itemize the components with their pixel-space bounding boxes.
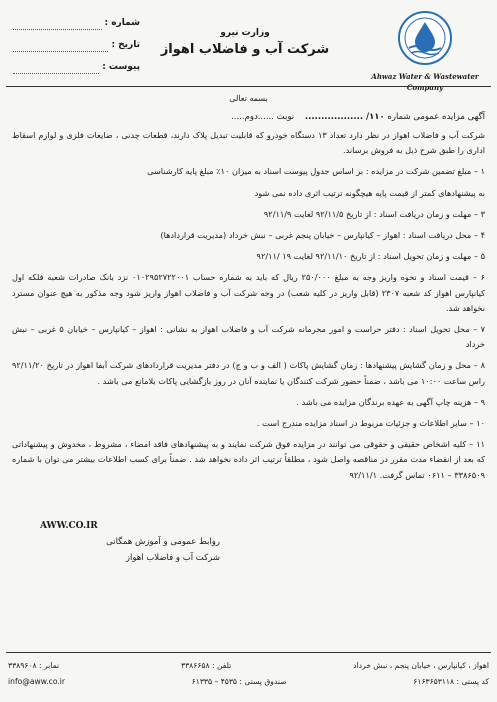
footer-email: info@aww.co.ir [8,677,65,686]
item-7: ۷ – محل تحویل اسناد : دفتر حراست و امور محرمانه شرکت آب و فاضلاب اهواز به نشانی : اهواز – کیانپارس – خیابان ۵ غربی – نبش خرداد [12,324,486,350]
ad-title: آگهی مزایده عمومی شماره [387,112,485,122]
number-row [10,14,140,36]
attachment-row [10,58,140,80]
item-1: ۱ – مبلغ تضمین شرکت در مزایده : بر اساس جدول پیوست اسناد به میزان ۱۰٪ مبلغ پایه کارشناسی [147,166,485,177]
item-3: ۳ – مهلت و زمان دریافت اسناد : از تاریخ ۹۲/۱۱/۵ لغایت ۹۲/۱۱/۹ [263,208,485,219]
company-logo [355,10,495,92]
intro-paragraph: شرکت آب و فاضلاب اهواز در نظر دارد تعداد ۱۳ دستگاه خودرو که قابلیت تبدیل پلاک دارند، قطعات چدنی ، ضایعات فلزی و لوازم اسقاط اداری را طبق شرح ذیل به فروش برساند. [12,130,485,156]
ad-round: نوبت ......دوم..... [231,112,295,122]
company-name: شرکت آب و فاضلاب اهواز [160,42,330,57]
item-4: ۴ – محل دریافت اسناد : اهواز – کیانپارس – خیابان پنجم غربی – نبش خرداد (مدیریت قراردادها) [160,230,485,241]
basmala: بسمه تعالی [229,94,268,103]
footer [8,658,489,690]
website-text: AWW.CO.IR [40,521,98,531]
date-row [10,36,140,58]
signature-block [40,518,220,566]
footer-phone: تلفن : ۳۳۸۶۶۵۸ [181,661,232,670]
header-divider [6,86,491,87]
letterhead-titles [150,28,340,57]
number-field [13,14,102,30]
number-label: شماره : [104,18,140,28]
signature-line-2: شرکت آب و فاضلاب اهواز [125,553,220,563]
item-9: ۹ – هزینه چاپ آگهی به عهده برندگان مزایده می باشد . [296,396,485,407]
water-drop-logo-icon [397,10,453,66]
ad-title-line [231,112,485,122]
ministry-name: وزارت نیرو [220,28,270,38]
attachment-field [13,58,99,74]
item-6: ۶ – قیمت اسناد و نحوه واریز وجه به مبلغ ۲۵۰/۰۰۰ ریال که باید به شماره حساب ۰۱۰۲۹۵۲۷۲۲۰۰۱ نزد بانک صادرات شعبه فلکه اول کیانپارس اهواز کد شعبه ۲۳۰۷ (قابل واریز در کلیه شعب) در وجه شرکت آب و فاضلاب اهواز واریز شود وجه مذکور به هیچ عنوان مسترد نخواهد شد. [12,272,485,313]
logo-text-line-1: Ahwaz Water & Wastewater [371,72,479,81]
item-10: ۱۰ – سایر اطلاعات و جزئیات مربوط در اسناد مزایده مندرج است . [256,418,485,429]
attachment-label: پیوست : [102,62,140,72]
signature-line-1: روابط عمومی و آموزش همگانی [106,537,220,547]
ad-number: ۱۱۰/ .................. [304,112,385,122]
ad-body [12,128,485,489]
footer-fax: نمابر : ۳۳۸۹۶۰۸ [8,661,60,670]
footer-row-2 [8,674,489,690]
footer-divider [6,652,491,653]
logo-text-line-2: Company [406,83,444,92]
item-5: ۵ – مهلت و زمان تحویل اسناد : از تاریخ ۹۲/۱۱/۱۰ لغایت ۱۹ /۹۲/۱۱ [256,251,485,262]
footer-address: اهواز ، کیانپارس ، خیابان پنجم ، نبش خرداد [353,661,489,670]
footer-po-box: صندوق پستی : ۴۵۳۵ – ۶۱۳۳۵ [191,677,287,686]
date-label: تاریخ : [111,40,140,50]
letter-meta [10,14,140,80]
date-field [13,36,108,52]
item-2: به پیشنهادهای کمتر از قیمت پایه هیچگونه ترتیب اثری داده نمی شود [254,187,485,198]
item-11: ۱۱ – کلیه اشخاص حقیقی و حقوقی می توانند در مزایده فوق شرکت نمایند و به پیشنهادهای فاقد امضاء ، مشروط ، مخدوش و پیشنهاداتی که بعد از انقضاء مدت مقرر در مناقصه واصل شود ، مطلقاً ترتیب اثر داده نخواهد شد . ضمناً برای کسب اطلاعات بیشتر می توان با شماره ۳۳۸۶۵۰۹ – ۰۶۱۱ تماس گرفت. ۹۲/۱۱/۱ [12,439,485,480]
footer-postal-code: کد پستی : ۶۱۶۳۶۵۳۱۱۸ [413,677,489,686]
footer-row-1 [8,658,489,674]
item-8: ۸ – محل و زمان گشایش پیشنهادها : زمان گشایش پاکات ( الف و ب و ج) در دفتر مدیریت قراردادهای شرکت آبفا اهواز در تاریخ ۹۲/۱۱/۲۰ راس ساعت ۱۰:۰۰ می باشد ، ضمناً حضور شرکت کنندگان یا نماینده آنان در روز بازگشایی پاکات بلامانع می باشد . [12,360,485,386]
